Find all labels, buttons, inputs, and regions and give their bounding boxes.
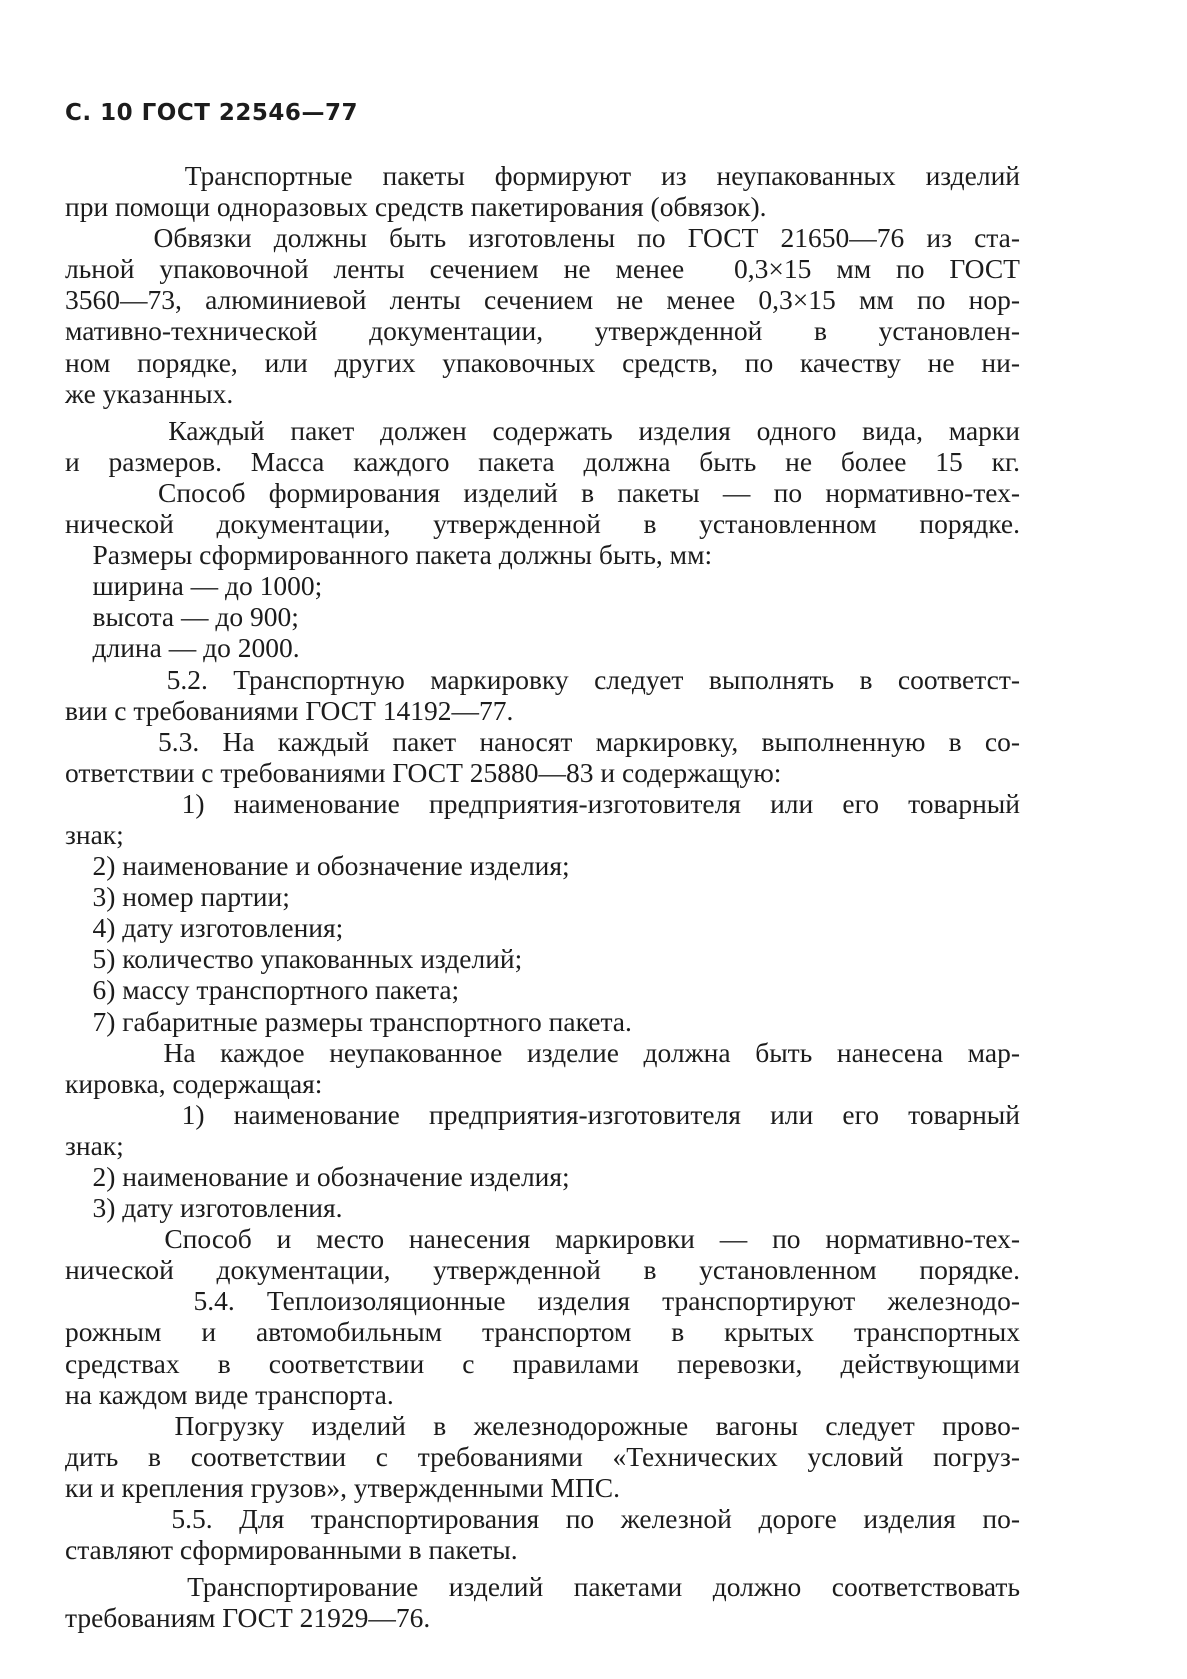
text-line: 2) наименование и обозначение изделия; xyxy=(65,850,570,882)
text-line: 3) номер партии; xyxy=(65,881,290,913)
document-body xyxy=(65,160,1020,1633)
text-line: 5.5. Для транспортирования по железной дороге изделия по- xyxy=(65,1503,1020,1535)
text-line: 5.3. На каждый пакет наносят маркировку, выполненную в со- xyxy=(65,725,1020,757)
text-line: же указанных. xyxy=(65,377,234,409)
text-line: 1) наименование предприятия-изготовителя или его товарный xyxy=(65,1098,1020,1130)
text-line: Обвязки должны быть изготовлены по ГОСТ 21650—76 из ста- xyxy=(65,222,1020,254)
text-line: дить в соответствии с требованиями «Технических условий погруз- xyxy=(65,1440,1020,1472)
text-line: Каждый пакет должен содержать изделия одного вида, марки xyxy=(65,414,1020,446)
text-line: На каждое неупакованное изделие должна быть нанесена мар- xyxy=(65,1036,1020,1068)
text-line: 5.2. Транспортную маркировку следует выполнять в соответст- xyxy=(65,663,1020,695)
text-line: высота — до 900; xyxy=(65,601,299,633)
text-line: ном порядке, или других упаковочных средств, по качеству не ни- xyxy=(65,346,1020,378)
text-line: 3) дату изготовления. xyxy=(65,1192,343,1224)
text-line: 2) наименование и обозначение изделия; xyxy=(65,1161,570,1192)
text-line: на каждом виде транспорта. xyxy=(65,1378,394,1410)
text-line: 3560—73, алюминиевой ленты сечением не менее 0,3×15 мм по нор- xyxy=(65,284,1020,316)
text-line: 5.4. Теплоизоляционные изделия транспортируют железнодо- xyxy=(65,1285,1020,1317)
text-line: ки и крепления грузов», утвержденными МПС. xyxy=(65,1471,620,1503)
text-line: ширина — до 1000; xyxy=(65,570,323,602)
text-line: Погрузку изделий в железнодорожные вагоны следует прово- xyxy=(65,1409,1020,1441)
text-line: Транспортирование изделий пакетами должно соответствовать xyxy=(65,1571,1020,1603)
text-line: длина — до 2000. xyxy=(65,632,300,664)
text-line: Способ формирования изделий в пакеты — по нормативно-тех- xyxy=(65,476,1020,508)
text-line: 6) массу транспортного пакета; xyxy=(65,974,460,1006)
text-line: 1) наименование предприятия-изготовителя или его товарный xyxy=(65,787,1020,819)
text-line: 5) количество упакованных изделий; xyxy=(65,943,523,975)
text-line: 4) дату изготовления; xyxy=(65,912,344,944)
text-line: нической документации, утвержденной в установленном порядке. xyxy=(65,1254,1020,1286)
text-line: знак; xyxy=(65,1129,124,1161)
text-line: мативно-технической документации, утвержденной в установлен- xyxy=(65,315,1020,347)
text-line: и размеров. Масса каждого пакета должна быть не более 15 кг. xyxy=(65,445,1020,477)
text-line: при помощи одноразовых средств пакетирования (обвязок). xyxy=(65,191,767,223)
text-line: Размеры сформированного пакета должны быть, мм: xyxy=(65,539,713,571)
text-line: рожным и автомобильным транспортом в крытых транспортных xyxy=(65,1316,1020,1348)
page-header: С. 10 ГОСТ 22546—77 xyxy=(65,100,358,126)
text-line: льной упаковочной ленты сечением не менее 0,3×15 мм по ГОСТ xyxy=(65,253,1020,285)
text-line: ставляют сформированными в пакеты. xyxy=(65,1534,518,1566)
text-line: средствах в соответствии с правилами перевозки, действующими xyxy=(65,1347,1020,1379)
text-line: Способ и место нанесения маркировки — по нормативно-тех- xyxy=(65,1223,1020,1255)
text-line: нической документации, утвержденной в установленном порядке. xyxy=(65,508,1020,540)
text-line: ответствии с требованиями ГОСТ 25880—83 и содержащую: xyxy=(65,756,782,788)
text-line: требованиям ГОСТ 21929—76. xyxy=(65,1602,431,1634)
text-line: вии с требованиями ГОСТ 14192—77. xyxy=(65,694,514,726)
text-line: кировка, содержащая: xyxy=(65,1067,323,1099)
text-line: знак; xyxy=(65,818,124,850)
text-line: Транспортные пакеты формируют из неупакованных изделий xyxy=(65,160,1020,191)
text-line: 7) габаритные размеры транспортного пакета. xyxy=(65,1005,632,1037)
